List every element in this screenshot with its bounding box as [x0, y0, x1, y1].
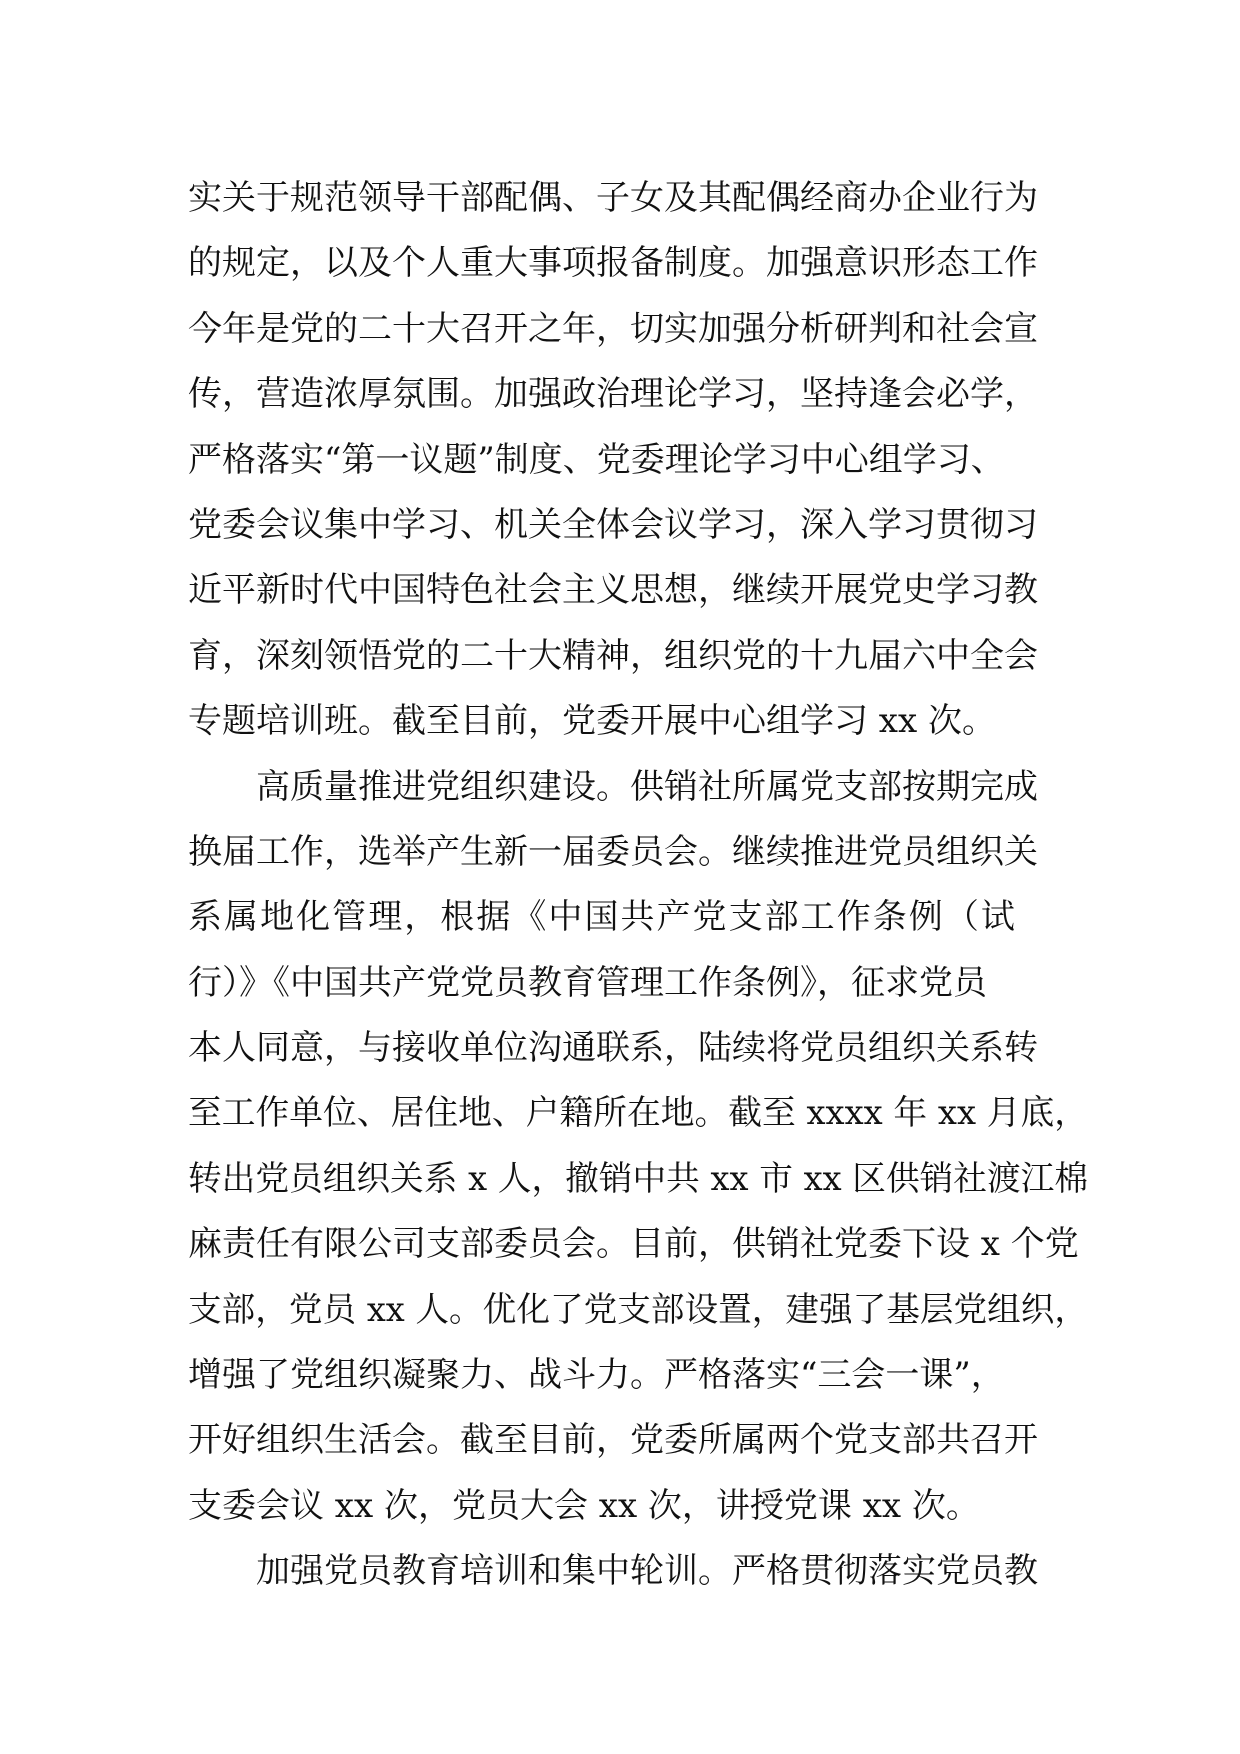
- document-body: [188, 166, 1088, 1605]
- text-line: 系属地化管理，根据《中国共产党支部工作条例（试: [188, 897, 1017, 938]
- text-line: 今年是党的二十大召开之年，切实加强分析研判和社会宣: [188, 308, 1038, 349]
- text-line: 实关于规范领导干部配偶、子女及其配偶经商办企业行为: [188, 178, 1038, 218]
- paragraph-start-line: 加强党员教育培训和集中轮训。严格贯彻落实党员教: [256, 1551, 1038, 1592]
- text-line: 开好组织生活会。截至目前，党委所属两个党支部共召开: [188, 1420, 1038, 1461]
- text-line: 专题培训班。截至目前，党委开展中心组学习 xx 次。: [188, 701, 996, 742]
- text-line: 的规定，以及个人重大事项报备制度。加强意识形态工作: [188, 243, 1038, 284]
- text-line: 育，深刻领悟党的二十大精神，组织党的十九届六中全会: [188, 635, 1038, 676]
- text-line: 至工作单位、居住地、户籍所在地。截至 xxxx 年 xx 月底，: [188, 1093, 1089, 1134]
- text-line: 支委会议 xx 次，党员大会 xx 次，讲授党课 xx 次。: [188, 1485, 980, 1526]
- text-line: 行）》《中国共产党党员教育管理工作条例》，征求党员: [188, 962, 987, 1003]
- text-line: 转出党员组织关系 x 人，撤销中共 xx 市 xx 区供销社渡江棉: [188, 1158, 1088, 1199]
- text-line: 换届工作，选举产生新一届委员会。继续推进党员组织关: [188, 831, 1038, 872]
- text-line: 党委会议集中学习、机关全体会议学习，深入学习贯彻习: [188, 504, 1038, 545]
- text-line: 近平新时代中国特色社会主义思想，继续开展党史学习教: [188, 570, 1038, 611]
- text-line: 麻责任有限公司支部委员会。目前，供销社党委下设 x 个党: [188, 1224, 1079, 1265]
- paragraph-start-line: 高质量推进党组织建设。供销社所属党支部按期完成: [256, 766, 1038, 807]
- text-line: 严格落实“第一议题”制度、党委理论学习中心组学习、: [188, 439, 1005, 480]
- text-line: 增强了党组织凝聚力、战斗力。严格落实“三会一课”，: [188, 1355, 1005, 1396]
- text-line: 支部，党员 xx 人。优化了党支部设置，建强了基层党组织，: [188, 1289, 1088, 1330]
- text-line: 传，营造浓厚氛围。加强政治理论学习，坚持逢会必学，: [188, 374, 1038, 415]
- text-line: 本人同意，与接收单位沟通联系，陆续将党员组织关系转: [188, 1028, 1038, 1069]
